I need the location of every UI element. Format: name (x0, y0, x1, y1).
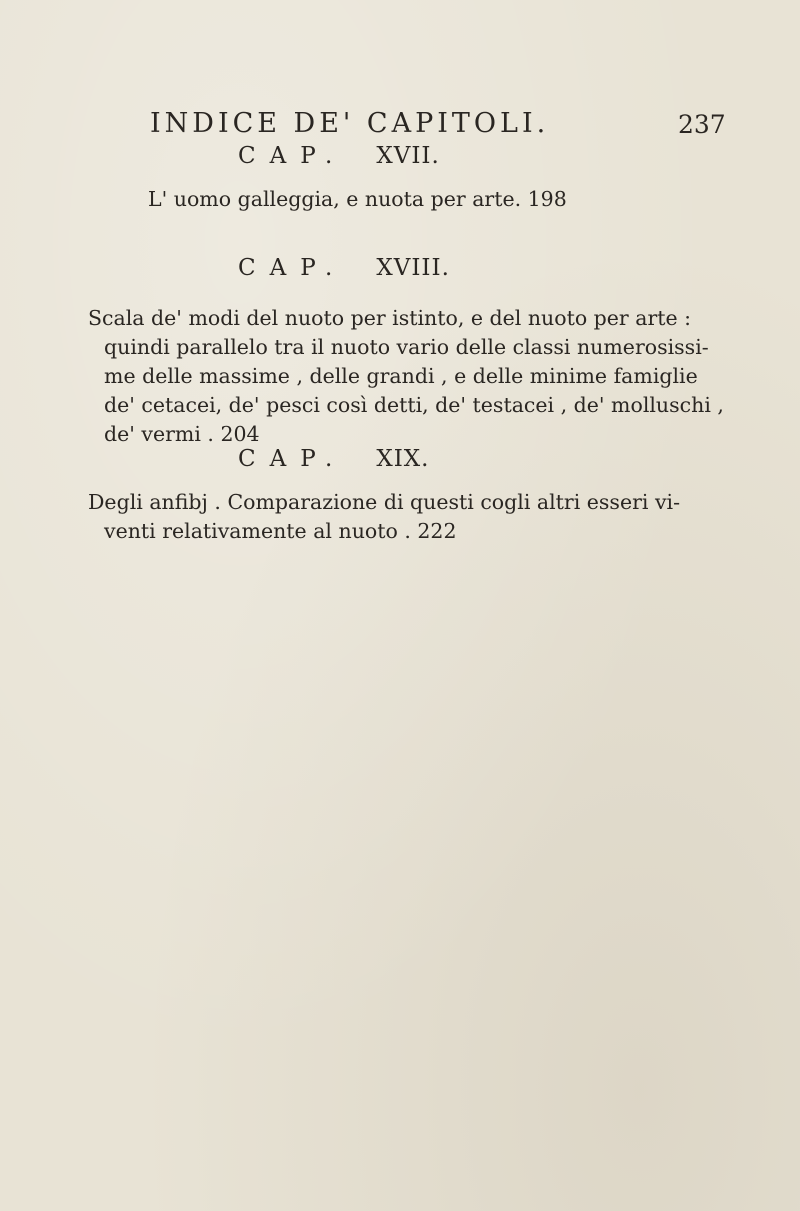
chapter-number: XVII. (376, 143, 440, 169)
entry-line: L' uomo galleggia, e nuota per arte. 198 (148, 187, 567, 211)
page-header (150, 108, 750, 142)
entry-line: de' cetacei, de' pesci così detti, de' testacei , de' molluschi , (104, 393, 724, 417)
page-number: 237 (678, 110, 726, 139)
entry-line: Degli anfibj . Comparazione di questi cogli altri esseri vi- (88, 490, 681, 514)
entry-line: venti relativamente al nuoto . 222 (104, 519, 457, 543)
chapter-label: CAP. (238, 255, 347, 281)
running-title: INDICE DE' CAPITOLI. (150, 108, 550, 139)
entry-line: quindi parallelo tra il nuoto vario delle classi numerosissi- (104, 335, 709, 359)
chapter-label: CAP. (238, 446, 347, 472)
entry-line: de' vermi . 204 (104, 422, 260, 446)
chapter-heading-xvii (238, 143, 440, 169)
chapter-entry-xviii (88, 304, 724, 449)
chapter-number: XIX. (376, 446, 430, 472)
chapter-entry-xvii (148, 185, 778, 214)
chapter-entry-xix (88, 488, 718, 546)
chapter-heading-xviii (238, 255, 450, 281)
entry-line: Scala de' modi del nuoto per istinto, e del nuoto per arte : (88, 306, 692, 330)
chapter-number: XVIII. (376, 255, 450, 281)
chapter-label: CAP. (238, 143, 347, 169)
chapter-heading-xix (238, 446, 430, 472)
entry-line: me delle massime , delle grandi , e delle minime famiglie (104, 364, 698, 388)
